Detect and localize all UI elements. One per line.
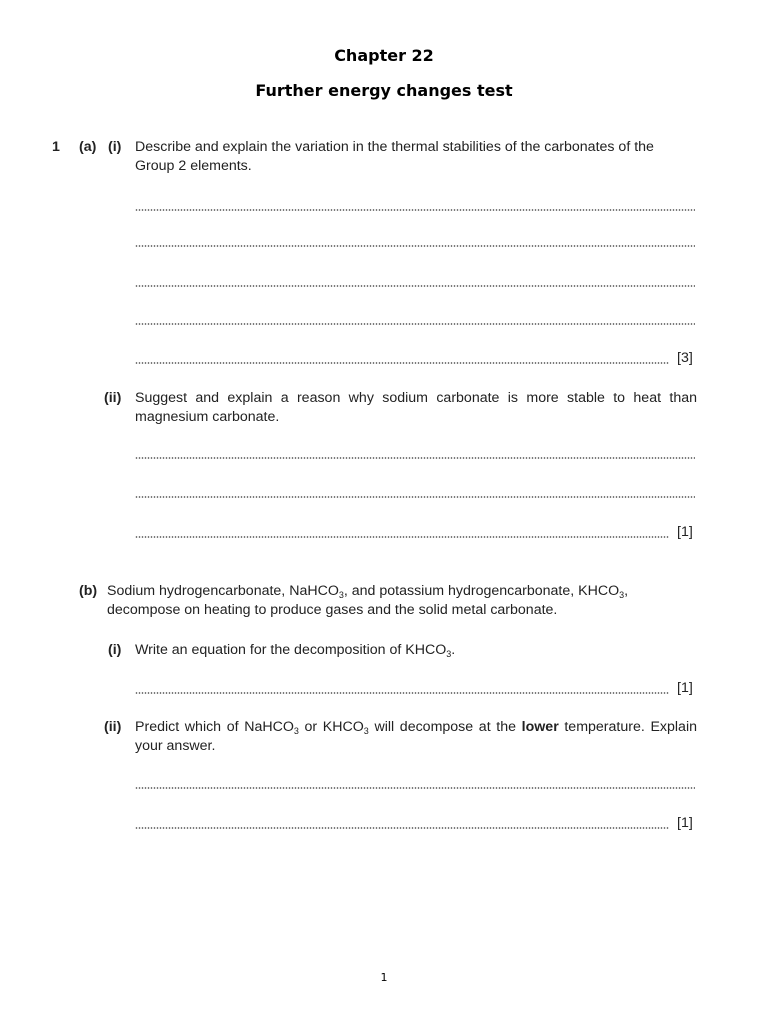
answer-line [135,457,695,459]
page-title: Further energy changes test [255,81,513,100]
subpart-b-ii-label: (ii) [104,719,122,735]
marks-label: [1] [677,524,693,540]
part-a-label: (a) [79,139,97,155]
answer-line [135,285,695,287]
answer-line [135,536,669,538]
question-1b-ii-text: Predict which of NaHCO$_3$ or $KHCO_3$ will decompose at the lower temperature. Explain your answer. [135,719,697,754]
question-number: 1 [52,139,60,155]
question-1a-i-text: Describe and explain the variation in the thermal stabilities of the carbonates of the Group 2 elements. [135,139,654,174]
subpart-a-ii-label: (ii) [104,390,122,406]
question-1b-intro: Sodium hydrogencarbonate, NaHCO$_3$, and potassium hydrogencarbonate, $KHCO_3$, decompose on heating to produce gases and the solid metal carbonate. [107,583,629,618]
page-number: 1 [380,971,388,984]
answer-line [135,787,695,789]
marks-label: [3] [677,350,693,366]
answer-line [135,362,669,364]
answer-line [135,827,669,829]
answer-line [135,323,695,325]
subpart-a-i-label: (i) [108,139,122,155]
marks-label: [1] [677,815,693,831]
question-1b-i-text: Write an equation for the decomposition of $KHCO_3$. [135,642,456,659]
chapter-heading: Chapter 22 [334,46,434,65]
answer-line [135,496,695,498]
answer-line [135,209,695,211]
question-1a-ii-text: Suggest and explain a reason why sodium carbonate is more stable to heat than magnesium carbonate. [135,390,697,425]
marks-label: [1] [677,680,693,696]
answer-line [135,245,695,247]
answer-line [135,692,669,694]
subpart-b-i-label: (i) [108,642,122,658]
part-b-label: (b) [79,583,98,599]
